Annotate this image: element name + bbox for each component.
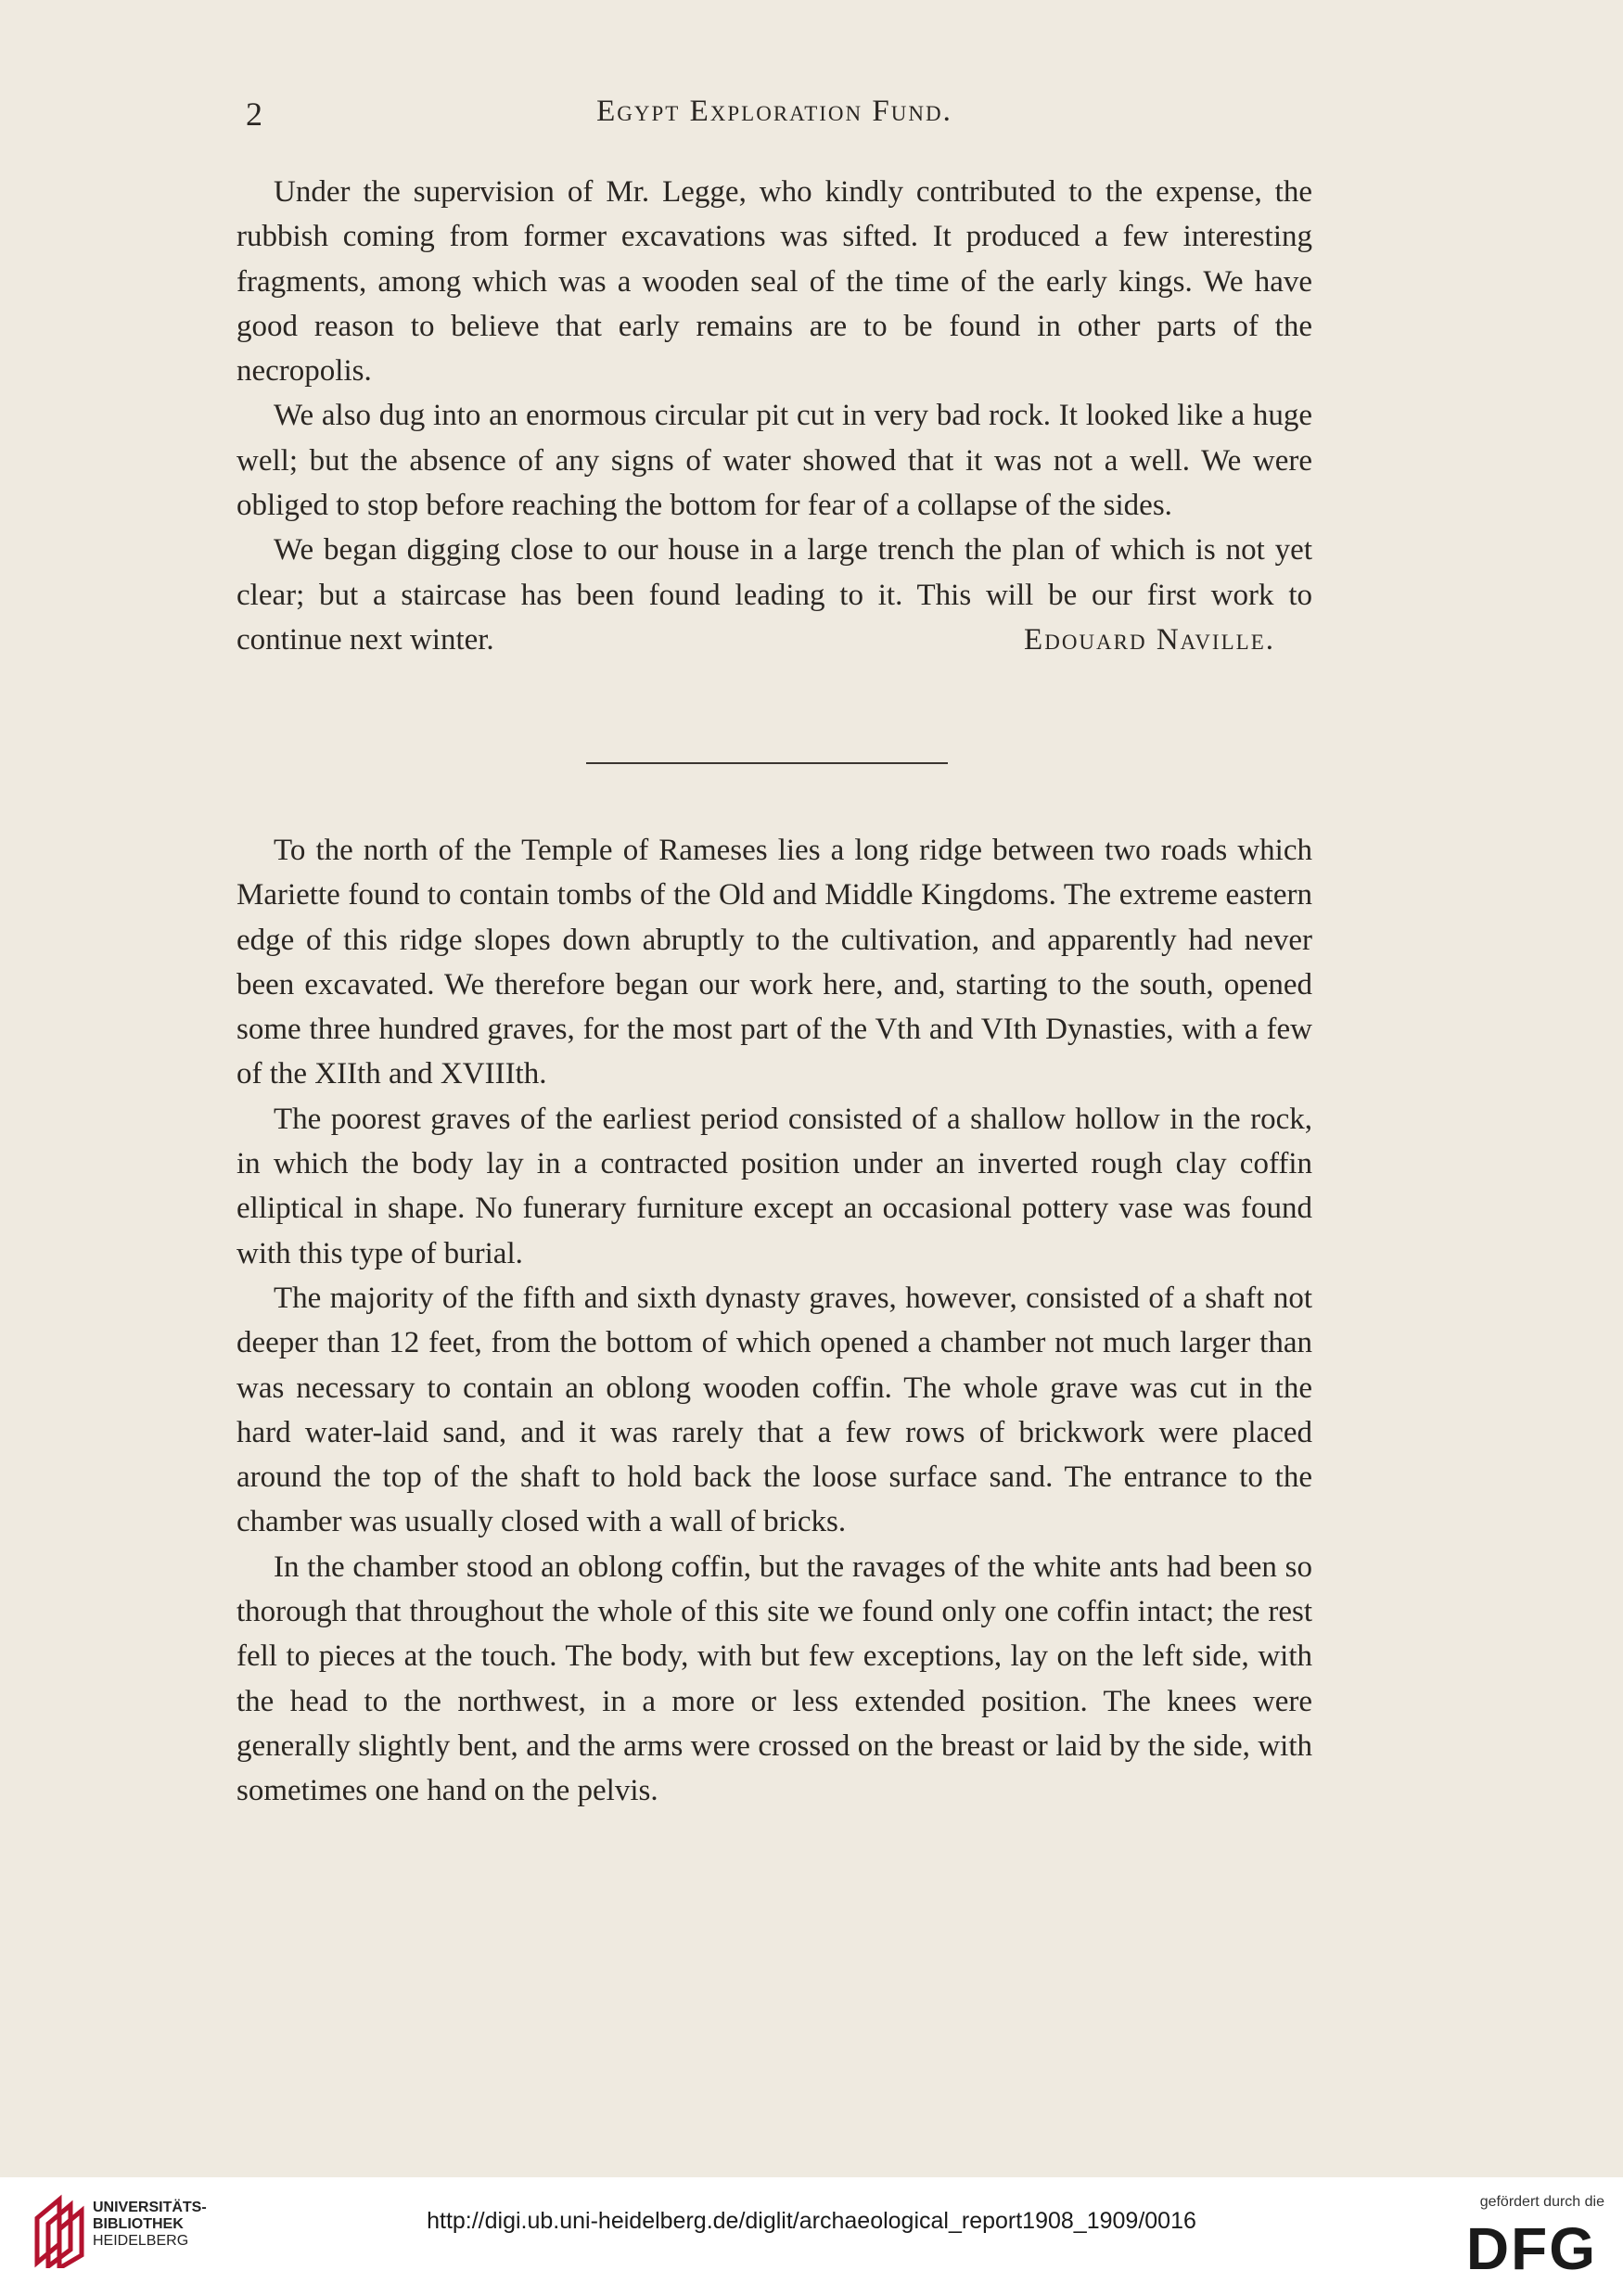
section-1-text (236, 170, 1312, 662)
paragraph: The poorest graves of the earliest period consisted of a shallow hollow in the rock, in which the body lay in a contracted position under an inverted rough clay coffin elliptical in shape. No funerary furniture except an occasional pottery vase was found with this type of burial. (236, 1102, 1312, 1270)
dfg-logo-text: DFG (1465, 2215, 1597, 2282)
digitization-footer (0, 2177, 1623, 2296)
library-name-line: UNIVERSITÄTS- (93, 2200, 207, 2215)
author-signature: Edouard Naville. (1024, 622, 1275, 657)
section-2-text (236, 828, 1312, 1814)
paragraph: The majority of the fifth and sixth dynasty graves, however, consisted of a shaft not deeper than 12 feet, from the bottom of which opened a chamber not much larger than was necessary to contain an oblong wooden coffin. The whole grave was cut in the hard water-laid sand, and it was rarely that a few rows of brickwork were placed around the top of the shaft to hold back the loose surface sand. The entrance to the chamber was usually closed with a wall of bricks. (236, 1281, 1312, 1539)
dfg-logo (1466, 2216, 1597, 2281)
permalink-url[interactable]: http://digi.ub.uni-heidelberg.de/diglit/archaeological_report1908_1909/0016 (427, 2208, 1196, 2234)
paragraph: To the north of the Temple of Rameses lies a long ridge between two roads which Mariette found to contain tombs of the Old and Middle Kingdoms. The extreme eastern edge of this ridge slopes down abruptly to the cultivation, and apparently had never been excavated. We therefore began our work here, and, starting to the south, opened some three hundred graves, for the most part of the Vth and VIth Dynasties, with a few of the XIIth and XVIIIth. (236, 834, 1312, 1091)
paragraph: We also dug into an enormous circular pit cut in very bad rock. It looked like a huge well; but the absence of any signs of water showed that it was not a well. We were obliged to stop before reaching the bottom for fear of a collapse of the sides. (236, 399, 1312, 523)
paragraph: Under the supervision of Mr. Legge, who kindly contributed to the expense, the rubbish coming from former excavations was sifted. It produced a few interesting fragments, among which was a wooden seal of the time of the early kings. We have good reason to believe that early remains are to be found in other parts of the necropolis. (236, 175, 1312, 389)
page-number: 2 (246, 96, 262, 133)
library-name-line: HEIDELBERG (93, 2233, 189, 2249)
section-divider-rule (586, 762, 948, 764)
library-name-line: BIBLIOTHEK (93, 2216, 184, 2232)
sponsor-label: gefördert durch die (1479, 2194, 1604, 2210)
running-head (236, 95, 1312, 141)
paragraph-text: We began digging close to our house in a large trench the plan of which is not yet clear; but a staircase has been found leading to it. This will be our first work to continue next winter. (236, 533, 1312, 657)
running-head-title: Egypt Exploration Fund. (596, 95, 952, 128)
paragraph-with-signature (236, 528, 1312, 662)
paragraph: In the chamber stood an oblong coffin, but the ravages of the white ants had been so thorough that throughout the whole of this site we found only one coffin intact; the rest fell to pieces at the touch. The body, with but few exceptions, lay on the left side, with the head to the northwest, in a more or less extended position. The knees were generally slightly bent, and the arms were crossed on the breast or laid by the side, with sometimes one hand on the pelvis. (236, 1550, 1312, 1808)
